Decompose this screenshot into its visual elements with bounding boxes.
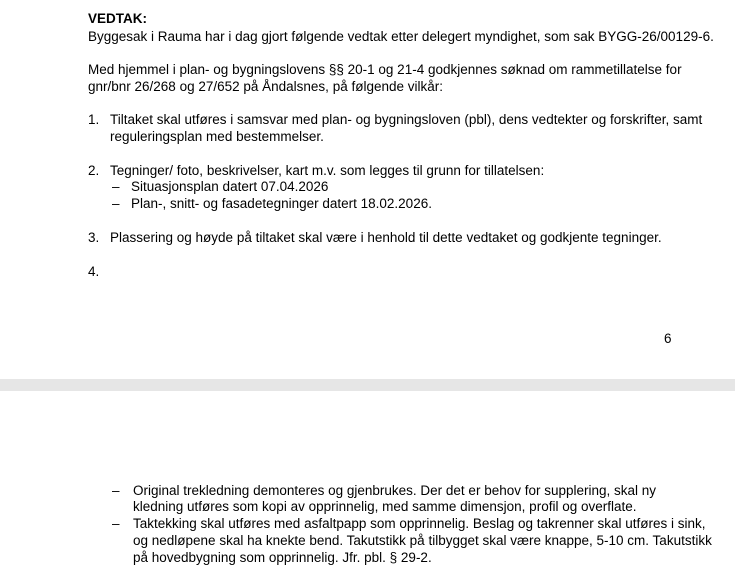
page-number: 6: [664, 331, 672, 346]
dash-bullet-icon: –: [112, 196, 120, 211]
page-separator: [0, 379, 735, 391]
list-item-text: Tegninger/ foto, beskrivelser, kart m.v. som legges til grunn for tillatelsen:: [110, 163, 545, 178]
dash-bullet-icon: –: [112, 483, 120, 498]
list-item-text: reguleringsplan med bestemmelser.: [110, 129, 324, 144]
legal-basis-line-2: gnr/bnr 26/268 og 27/652 på Åndalsnes, på følgende vilkår:: [88, 79, 443, 94]
bullet-text: kledning utføres som kopi av opprinnelig, med samme dimensjon, profil og overflate.: [133, 499, 637, 514]
list-item-text: Tiltaket skal utføres i samsvar med plan- og bygningsloven (pbl), dens vedtekter og forskrifter, samt: [110, 112, 703, 127]
bullet-text: Original trekledning demonteres og gjenbrukes. Der det er behov for supplering, skal ny: [133, 483, 657, 498]
list-item-text: Plassering og høyde på tiltaket skal være i henhold til dette vedtaket og godkjente tegninger.: [110, 230, 662, 245]
intro-text: Byggesak i Rauma har i dag gjort følgende vedtak etter delegert myndighet, som sak BYGG-26/00129-6.: [88, 29, 714, 44]
list-item-number: 2.: [88, 163, 100, 178]
sub-bullet-text: Plan-, snitt- og fasadetegninger datert 18.02.2026.: [131, 196, 432, 211]
bullet-text: og nedløpene skal ha knekte bend. Takutstikk på tilbygget skal være knappe, 5-10 cm. Takutstikk: [133, 533, 712, 548]
bullet-text: på hovedbygning som opprinnelig. Jfr. pbl. § 29-2.: [133, 550, 432, 565]
list-item-number: 4.: [88, 264, 100, 279]
legal-basis-line-1: Med hjemmel i plan- og bygningslovens §§ 20-1 og 21-4 godkjennes søknad om rammetillatelse for: [88, 62, 682, 77]
list-item-number: 3.: [88, 230, 100, 245]
bullet-text: Taktekking skal utføres med asfaltpapp som opprinnelig. Beslag og takrenner skal utføres i sink,: [133, 516, 706, 531]
dash-bullet-icon: –: [112, 179, 120, 194]
decision-heading: VEDTAK:: [88, 11, 147, 26]
document-page-2: [0, 391, 735, 586]
dash-bullet-icon: –: [112, 516, 120, 531]
sub-bullet-text: Situasjonsplan datert 07.04.2026: [131, 179, 329, 194]
list-item-number: 1.: [88, 112, 100, 127]
